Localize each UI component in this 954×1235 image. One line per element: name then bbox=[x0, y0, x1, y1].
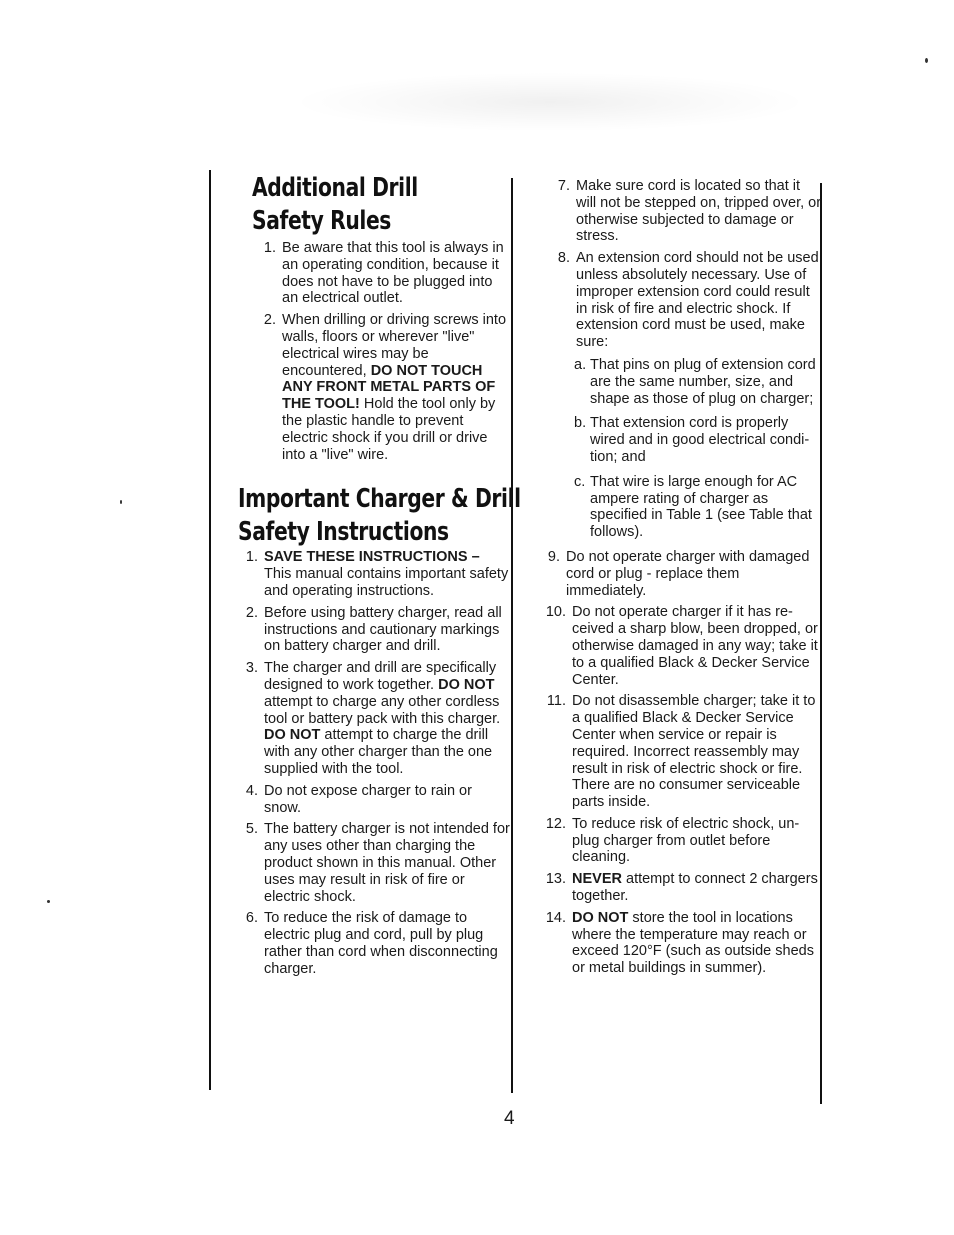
list-item: 2. Before using battery charger, read all instructions and cautionary markings on battery charger and drill. bbox=[245, 604, 502, 655]
list-item: 3. The charger and drill are specifically designed to work together. DO NOT attempt to charge any other cordless tool or battery pack with this charger. DO NOT attempt to charge the drill with any other charger than the one supplied with the tool. bbox=[245, 660, 501, 777]
list-item: 9. Do not operate charger with damaged cord or plug - replace them immediately. bbox=[547, 548, 810, 599]
middle-column-rule bbox=[511, 178, 513, 1093]
left-column bbox=[238, 172, 521, 982]
heading-important-charger-drill-safety: Important Charger & Drill Safety Instructions bbox=[238, 484, 521, 548]
list-item: 7. Make sure cord is located so that it will not be stepped on, tripped over, or otherwise subjected to damage or stress. bbox=[557, 178, 822, 245]
list-item: 1. Be aware that this tool is always in an operating condition, because it does not have to be plugged into an electrical outlet. bbox=[263, 240, 504, 307]
list-item: 10. Do not operate charger if it has re-ceived a sharp blow, been dropped, or otherwise damaged in any way; take it to a qualified Black & Decker Service Center. bbox=[545, 604, 818, 688]
scan-speck bbox=[47, 900, 50, 903]
scan-speck bbox=[925, 58, 928, 63]
left-column-rule bbox=[209, 170, 211, 1090]
scan-speck bbox=[120, 500, 122, 504]
extension-cord-sublist bbox=[576, 357, 822, 541]
list-item: 5. The battery charger is not intended for any uses other than charging the product shown in this manual. Other uses may result in risk of fire or electric shock. bbox=[245, 821, 510, 905]
page-number: 4 bbox=[504, 1108, 515, 1129]
list-item: 4. Do not expose charger to rain or snow. bbox=[245, 782, 472, 816]
list-item: 2. When drilling or driving screws into walls, floors or wherever "live" electrical wires may be encountered, DO NOT TOUCH ANY FRONT METAL PARTS OF THE TOOL! Hold the tool only by the plastic handle to prevent electric shock if you drill or drive into a "live" wire. bbox=[263, 312, 507, 463]
scan-noise bbox=[290, 72, 810, 132]
list-item: 11. Do not disassemble charger; take it to a qualified Black & Decker Service Center when service or repair is required. Incorrect reassembly may result in risk of electric shock or fire. There are no consumer serviceable parts inside. bbox=[546, 693, 816, 811]
continued-instructions-list bbox=[540, 178, 822, 977]
list-item: 13. NEVER attempt to connect 2 chargers together. bbox=[545, 871, 818, 905]
list-item: 1. SAVE THESE INSTRUCTIONS – This manual contains important safety and operating instructions. bbox=[245, 549, 509, 599]
list-item: 6. To reduce the risk of damage to electric plug and cord, pull by plug rather than cord when disconnecting charger. bbox=[245, 910, 498, 977]
sub-list-item: a. That pins on plug of extension cord are the same number, size, and shape as those of plug on charger; bbox=[574, 356, 816, 407]
list-item: 12. To reduce risk of electric shock, un-plug charger from outlet before cleaning. bbox=[545, 815, 800, 866]
list-item: 8. An extension cord should not be used unless absolutely necessary. Use of improper extension cord could result in risk of fire and electric shock. If extension cord must be used, make sure: a. That pins on plug of extension cord are the same number, size, and shape as those of plug on charger; b. That extension cord is properly wired and in good electrical condi-tion; and c. That wire is large enough for AC ampere rating of charger as specified in Table 1 (see Table that follows). bbox=[550, 250, 822, 541]
additional-rules-list bbox=[256, 240, 510, 463]
list-item: 14. DO NOT store the tool in locations where the temperature may reach or exceed 120°F (such as outside sheds or metal buildings in summer). bbox=[545, 909, 814, 977]
important-instructions-list bbox=[238, 549, 510, 977]
heading-additional-drill-safety-rules: Additional Drill Safety Rules bbox=[252, 173, 418, 236]
sub-list-item: c. That wire is large enough for AC ampere rating of charger as specified in Table 1 (see Table that follows). bbox=[574, 473, 812, 541]
right-column bbox=[540, 178, 822, 982]
sub-list-item: b. That extension cord is properly wired and in good electrical condi-tion; and bbox=[574, 415, 810, 465]
warning-text: DO NOT TOUCH ANY FRONT METAL PARTS OF THE TOOL! bbox=[282, 362, 496, 413]
